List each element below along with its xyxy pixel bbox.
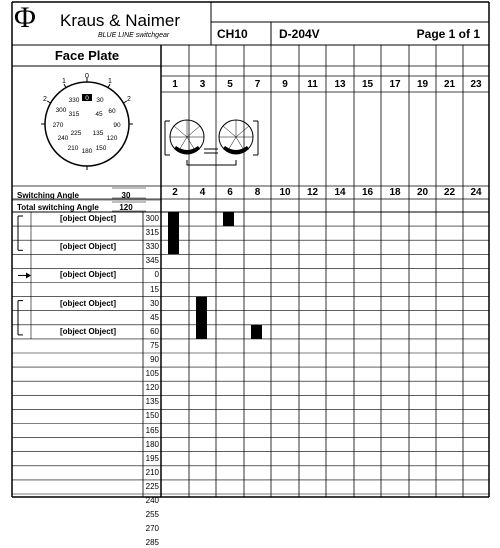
variant-code: D-204V xyxy=(279,27,320,41)
dial-angle: 270 xyxy=(52,122,64,129)
angle-label: 30 xyxy=(150,298,159,308)
terminal-top-label: 3 xyxy=(199,79,206,90)
terminal-top-label: 13 xyxy=(334,79,346,90)
position-label: [object Object] xyxy=(60,242,117,252)
dial-angle: 240 xyxy=(57,135,69,142)
terminal-top-label: 23 xyxy=(470,79,482,90)
terminal-bottom-label: 18 xyxy=(389,187,401,198)
terminal-top-label: 1 xyxy=(172,79,178,90)
terminal-top-label: 11 xyxy=(307,79,318,90)
position-label: [object Object] xyxy=(60,214,117,223)
closed-contact-mark xyxy=(251,325,262,339)
dial-angle: 225 xyxy=(70,130,82,137)
angle-label: 150 xyxy=(145,411,159,421)
dial-angle: 315 xyxy=(68,111,80,118)
terminal-bottom-label: 14 xyxy=(334,187,346,198)
angle-label: 120 xyxy=(145,383,159,393)
outer-mark: 0 xyxy=(85,73,89,80)
terminal-top-label: 17 xyxy=(389,79,401,90)
dial-angle: 30 xyxy=(96,97,104,104)
model-code: CH10 xyxy=(217,27,248,41)
switching-angle-label: Switching Angle xyxy=(17,191,79,200)
total-angle-value: 120 xyxy=(119,203,133,212)
angle-label: 210 xyxy=(145,467,159,477)
position-label: [object Object] xyxy=(60,298,117,308)
brand-name: Kraus & Naimer xyxy=(60,11,180,30)
angle-label: 45 xyxy=(150,312,159,322)
angle-label: 90 xyxy=(150,355,159,364)
terminal-top-label: 5 xyxy=(227,79,233,90)
dial-angle: 150 xyxy=(95,145,107,152)
angle-label: 195 xyxy=(145,453,159,463)
terminal-bottom-label: 6 xyxy=(227,187,233,198)
contact-symbols xyxy=(160,115,310,185)
terminal-top-label: 7 xyxy=(254,79,261,90)
angle-label: 75 xyxy=(150,340,159,350)
dial-angle: 135 xyxy=(92,130,104,137)
page-indicator: Page 1 of 1 xyxy=(416,27,480,41)
angle-label: 330 xyxy=(145,242,159,252)
face-plate-title: Face Plate xyxy=(54,48,120,63)
terminal-bottom-label: 24 xyxy=(470,187,482,198)
outer-mark: 2 xyxy=(127,96,131,103)
dial-angle: 210 xyxy=(67,145,79,152)
angle-label: 255 xyxy=(145,510,159,520)
face-plate-dial xyxy=(12,70,162,185)
angle-label: 105 xyxy=(145,369,159,379)
angle-label: 285 xyxy=(145,538,159,548)
angle-label: 15 xyxy=(150,284,159,294)
terminal-bottom-label: 22 xyxy=(443,187,456,198)
closed-contact-mark xyxy=(223,212,234,226)
terminal-bottom-label: 2 xyxy=(172,187,178,198)
closed-contact-mark xyxy=(168,212,179,254)
dial-angle: 45 xyxy=(95,111,103,118)
dial-angle: 300 xyxy=(55,107,67,114)
angle-label: 180 xyxy=(145,439,159,449)
angle-label: 240 xyxy=(145,496,159,505)
brand-tagline: BLUE LINE switchgear xyxy=(98,32,170,39)
switching-angle-value: 30 xyxy=(121,191,131,200)
terminal-top-label: 9 xyxy=(282,79,288,90)
logo-icon: Φ xyxy=(14,1,36,34)
dial-angle: 0 xyxy=(85,95,89,102)
angle-label: 225 xyxy=(145,481,159,491)
angle-label: 315 xyxy=(145,228,159,238)
angle-label: 270 xyxy=(145,524,159,534)
dial-angle: 330 xyxy=(68,97,80,104)
position-label: [object Object] xyxy=(60,326,117,336)
dial-angle: 90 xyxy=(113,122,121,129)
angle-label: 0 xyxy=(154,270,159,280)
terminal-bottom-label: 10 xyxy=(279,187,291,198)
position-label: [object Object] xyxy=(60,270,117,280)
terminal-bottom-label: 20 xyxy=(416,187,429,198)
angle-label: 165 xyxy=(145,425,159,435)
dial-angle: 120 xyxy=(106,135,118,142)
terminal-top-label: 19 xyxy=(416,79,429,90)
terminal-bottom-label: 8 xyxy=(254,187,261,198)
angle-label: 60 xyxy=(150,326,159,336)
terminal-top-label: 21 xyxy=(443,79,456,90)
terminal-top-label: 15 xyxy=(361,79,374,90)
terminal-bottom-label: 12 xyxy=(306,187,319,198)
terminal-bottom-label: 4 xyxy=(199,187,206,198)
angle-label: 345 xyxy=(145,256,159,266)
outer-mark: 1 xyxy=(62,78,66,85)
outer-mark: 1 xyxy=(108,78,112,85)
dial-angle: 180 xyxy=(81,148,93,155)
rest-position-arrow xyxy=(26,272,31,278)
outer-mark: 2 xyxy=(43,96,47,103)
terminal-bottom-label: 16 xyxy=(361,187,374,198)
angle-label: 300 xyxy=(145,214,159,223)
dial-angle: 60 xyxy=(108,108,116,115)
angle-label: 135 xyxy=(145,397,159,407)
closed-contact-mark xyxy=(196,297,207,339)
total-angle-label: Total switching Angle xyxy=(17,203,99,212)
